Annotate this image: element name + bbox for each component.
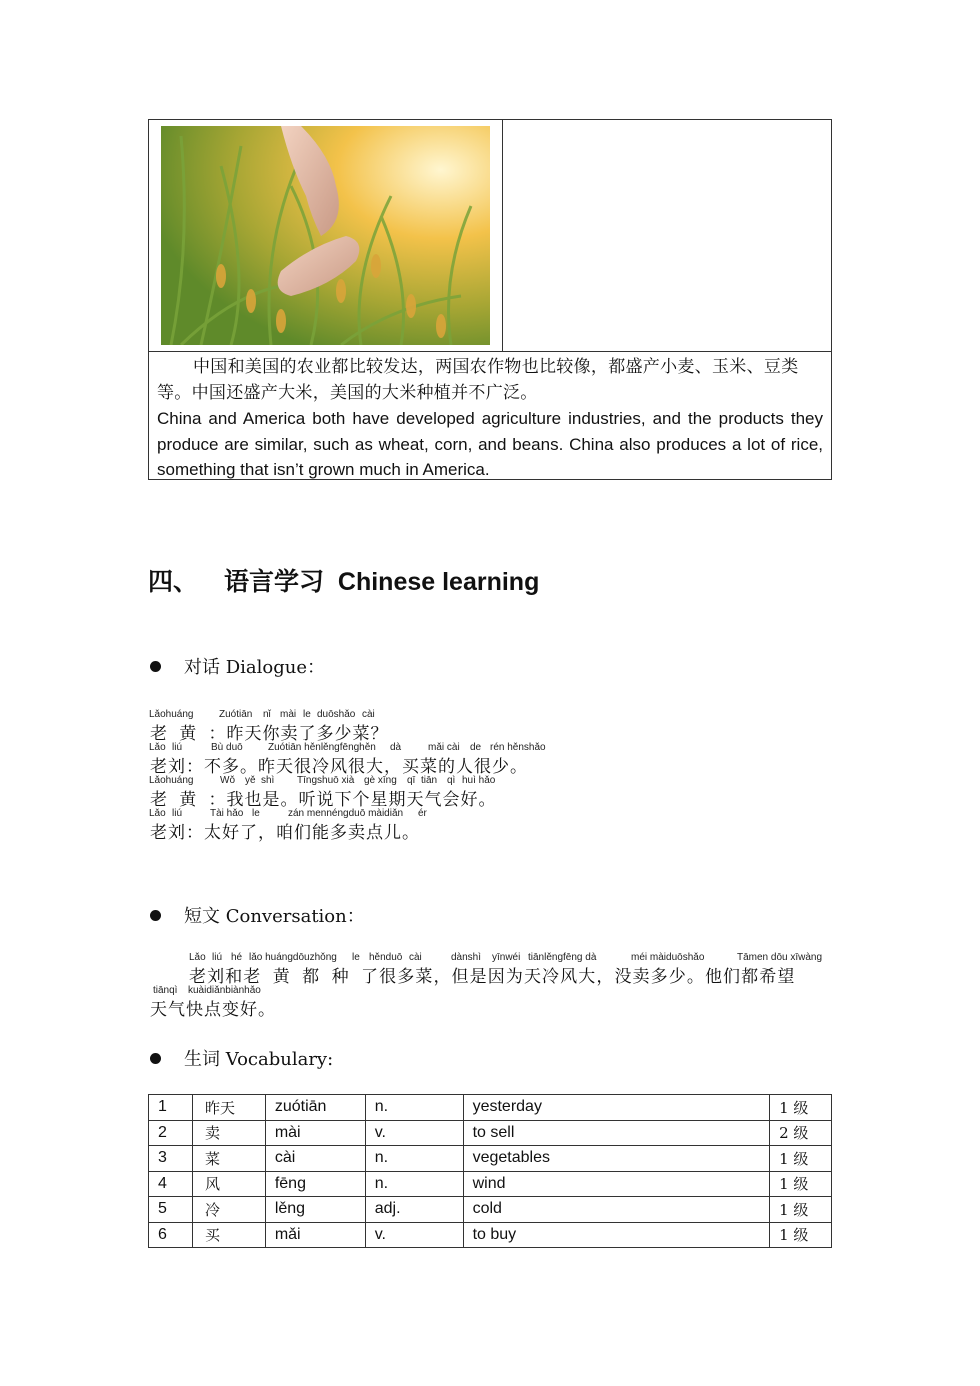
vocab-level: 1 级 (770, 1222, 832, 1248)
table-row (149, 1120, 832, 1146)
vocabulary-table (148, 1094, 832, 1248)
pinyin: le (303, 709, 311, 720)
pinyin: duōshǎo (317, 709, 356, 720)
pinyin: le (352, 952, 360, 963)
conversation-line: 老刘和老 黄 都 种 了很多菜，但是因为天冷风大，没卖多少。他们都希望 (189, 967, 796, 987)
pinyin: Zuótiān (219, 709, 253, 720)
conversation-heading (150, 902, 365, 928)
pinyin: qī (407, 775, 416, 786)
pinyin: liú (172, 808, 183, 819)
pinyin: Tāmen dōu xīwàng (737, 952, 823, 963)
pinyin: liú (212, 952, 223, 963)
vocabulary-heading-text: 生词 Vocabulary: (184, 1049, 334, 1070)
pinyin: kuàidiǎnbiànhǎo (188, 985, 261, 996)
pinyin: huì hǎo (462, 775, 496, 786)
pinyin: ér (418, 808, 427, 819)
dialogue-line: 老 黄 ：我也是。听说下个星期天气会好。 (150, 790, 497, 810)
pinyin: lǎo huángdōuzhǒng (249, 952, 337, 963)
bullet-icon (150, 661, 161, 672)
vocab-level: 1 级 (770, 1197, 832, 1223)
vocab-hanzi: 风 (192, 1171, 265, 1197)
table-row (149, 1095, 832, 1121)
pinyin: Lǎo (189, 952, 206, 963)
pinyin: de (470, 742, 482, 753)
conversation-heading-text: 短文 Conversation： (184, 906, 365, 927)
rice-field-photo (161, 126, 490, 345)
section-number: 四、 (148, 568, 199, 596)
pinyin: shì (261, 775, 275, 786)
vocab-meaning: to sell (463, 1120, 769, 1146)
pinyin: Tīngshuō xià (297, 775, 355, 786)
table-row (149, 1222, 832, 1248)
vocab-meaning: yesterday (463, 1095, 769, 1121)
pinyin: Wǒ (220, 775, 235, 786)
vocab-pos: v. (365, 1222, 463, 1248)
dialogue-line: 老刘：太好了，咱们能多卖点儿。 (150, 823, 420, 843)
pinyin: Lǎo (149, 742, 166, 753)
vocab-number: 2 (149, 1120, 193, 1146)
vocab-meaning: to buy (463, 1222, 769, 1248)
pinyin: gè xīng (364, 775, 397, 786)
vocab-level: 1 级 (770, 1171, 832, 1197)
vocabulary-heading (150, 1045, 333, 1071)
pinyin: qì (447, 775, 456, 786)
vocab-meaning: vegetables (463, 1146, 769, 1172)
vocab-hanzi: 昨天 (192, 1095, 265, 1121)
vocab-pos: n. (365, 1146, 463, 1172)
pinyin: liú (172, 742, 183, 753)
intro-table (148, 119, 832, 480)
vocab-pinyin: zuótiān (265, 1095, 365, 1121)
pinyin: méi màiduōshǎo (631, 952, 705, 963)
table-divider (149, 351, 831, 352)
vocab-number: 4 (149, 1171, 193, 1197)
pinyin: dànshì (451, 952, 482, 963)
vocab-pos: adj. (365, 1197, 463, 1223)
pinyin: yě (245, 775, 256, 786)
pinyin: tiānqì (153, 985, 178, 996)
intro-english-text: China and America both have developed agriculture industries, and the products they produce are similar, such as wheat, corn, and beans. China also produces a lot of rice, something that isn’t grown much in America. (157, 409, 823, 479)
pinyin: Bù duō (211, 742, 243, 753)
pinyin: dà (390, 742, 402, 753)
vocab-pinyin: cài (265, 1146, 365, 1172)
vocab-hanzi: 菜 (192, 1146, 265, 1172)
dialogue-line: 老刘：不多。昨天很冷风很大，买菜的人很少。 (150, 757, 528, 777)
vocab-hanzi: 买 (192, 1222, 265, 1248)
bullet-icon (150, 1053, 161, 1064)
vocab-meaning: cold (463, 1197, 769, 1223)
pinyin: tiānlěngfēng dà (528, 952, 597, 963)
vocab-level: 1 级 (770, 1095, 832, 1121)
pinyin: rén hěnshǎo (490, 742, 546, 753)
dialogue-heading-text: 对话 Dialogue： (184, 657, 326, 678)
vocab-hanzi: 冷 (192, 1197, 265, 1223)
vocab-pinyin: fēng (265, 1171, 365, 1197)
pinyin: Lǎo (149, 808, 166, 819)
vocab-pos: v. (365, 1120, 463, 1146)
pinyin: Lǎohuáng (149, 709, 194, 720)
pinyin: le (252, 808, 260, 819)
conversation-line: 天气快点变好。 (150, 1000, 276, 1020)
pinyin: tiān (421, 775, 438, 786)
bullet-icon (150, 910, 161, 921)
pinyin: cài (362, 709, 375, 720)
vocab-level: 2 级 (770, 1120, 832, 1146)
pinyin: mài (280, 709, 297, 720)
vocab-number: 5 (149, 1197, 193, 1223)
vocab-number: 3 (149, 1146, 193, 1172)
section-title (148, 562, 539, 598)
table-divider (502, 120, 503, 352)
pinyin: hé (231, 952, 243, 963)
vocab-pos: n. (365, 1171, 463, 1197)
intro-text (157, 354, 823, 483)
pinyin: mǎi cài (428, 742, 460, 753)
section-title-text: 语言学习 Chinese learning (224, 568, 540, 596)
pinyin: Zuótiān hěnlěngfēnghěn (268, 742, 376, 753)
vocab-number: 1 (149, 1095, 193, 1121)
table-row (149, 1171, 832, 1197)
dialogue-heading (150, 653, 325, 679)
pinyin: yīnwéi (492, 952, 521, 963)
vocab-pinyin: lěng (265, 1197, 365, 1223)
vocab-pos: n. (365, 1095, 463, 1121)
intro-chinese-text: 中国和美国的农业都比较发达，两国农作物也比较像，都盛产小麦、玉米、豆类等。中国还盛产大米，美国的大米种植并不广泛。 (157, 357, 799, 403)
vocab-number: 6 (149, 1222, 193, 1248)
table-row (149, 1197, 832, 1223)
vocab-meaning: wind (463, 1171, 769, 1197)
vocab-pinyin: mài (265, 1120, 365, 1146)
pinyin: Tài hǎo (210, 808, 244, 819)
dialogue-line: 老 黄 ：昨天你卖了多少菜？ (150, 724, 389, 744)
pinyin: Lǎohuáng (149, 775, 194, 786)
pinyin: zán mennéngduō màidiǎn (288, 808, 404, 819)
pinyin: nǐ (263, 709, 271, 720)
pinyin: cài (409, 952, 422, 963)
vocab-level: 1 级 (770, 1146, 832, 1172)
pinyin: hěnduō (369, 952, 403, 963)
vocab-hanzi: 卖 (192, 1120, 265, 1146)
vocab-pinyin: mǎi (265, 1222, 365, 1248)
table-row (149, 1146, 832, 1172)
